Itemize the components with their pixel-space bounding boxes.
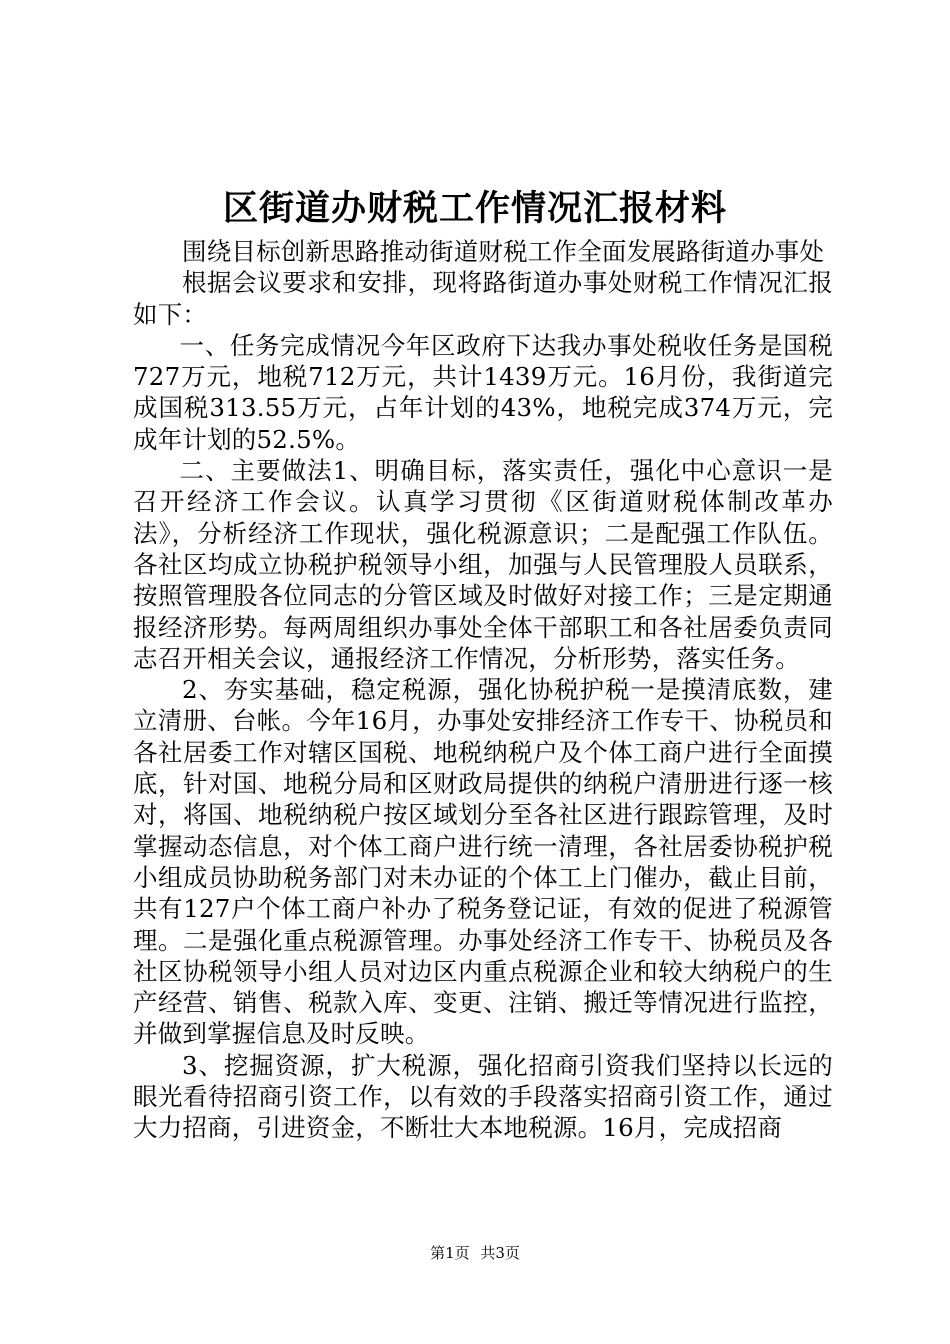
intro-paragraph: 根据会议要求和安排，现将路街道办事处财税工作情况汇报如下： [133, 268, 833, 329]
document-title: 区街道办财税工作情况汇报材料 [222, 188, 727, 229]
page-footer [0, 1243, 950, 1263]
document-body [133, 236, 833, 1144]
section-one-paragraph: 一、任务完成情况今年区政府下达我办事处税收任务是国税727万元，地税712万元，共计1439万元。16月份，我街道完成国税313.55万元，占年计划的43%，地税完成374万元，完成年计划的52.5%。 [133, 330, 833, 454]
subtitle-paragraph: 围绕目标创新思路推动街道财税工作全面发展路街道办事处 [182, 237, 825, 266]
page-total: 共3页 [480, 1244, 520, 1262]
item-two-paragraph: 2、夯实基础，稳定税源，强化协税护税一是摸清底数，建立清册、台帐。今年16月，办事处安排经济工作专干、协税员和各社居委工作对辖区国税、地税纳税户及个体工商户进行全面摸底，针对国、地税分局和区财政局提供的纳税户清册进行逐一核对，将国、地税纳税户按区域划分至各社区进行跟踪管理，及时掌握动态信息，对个体工商户进行统一清理，各社居委协税护税小组成员协助税务部门对未办证的个体工上门催办，截止目前，共有127户个体工商户补办了税务登记证，有效的促进了税源管理。二是强化重点税源管理。办事处经济工作专干、协税员及各社区协税领导小组人员对边区内重点税源企业和较大纳税户的生产经营、销售、税款入库、变更、注销、搬迁等情况进行监控，并做到掌握信息及时反映。 [133, 675, 833, 1049]
section-two-paragraph: 二、主要做法1、明确目标，落实责任，强化中心意识一是召开经济工作会议。认真学习贯彻《区街道财税体制改革办法》，分析经济工作现状，强化税源意识；二是配强工作队伍。各社区均成立协税护税领导小组，加强与人民管理股人员联系，按照管理股各位同志的分管区域及时做好对接工作；三是定期通报经济形势。每两周组织办事处全体干部职工和各社居委负责同志召开相关会议，通报经济工作情况，分析形势，落实任务。 [133, 456, 833, 673]
item-three-paragraph: 3、挖掘资源，扩大税源，强化招商引资我们坚持以长远的眼光看待招商引资工作，以有效的手段落实招商引资工作，通过大力招商，引进资金，不断壮大本地税源。16月，完成招商 [133, 1050, 833, 1143]
page-number: 第1页 [430, 1244, 470, 1262]
